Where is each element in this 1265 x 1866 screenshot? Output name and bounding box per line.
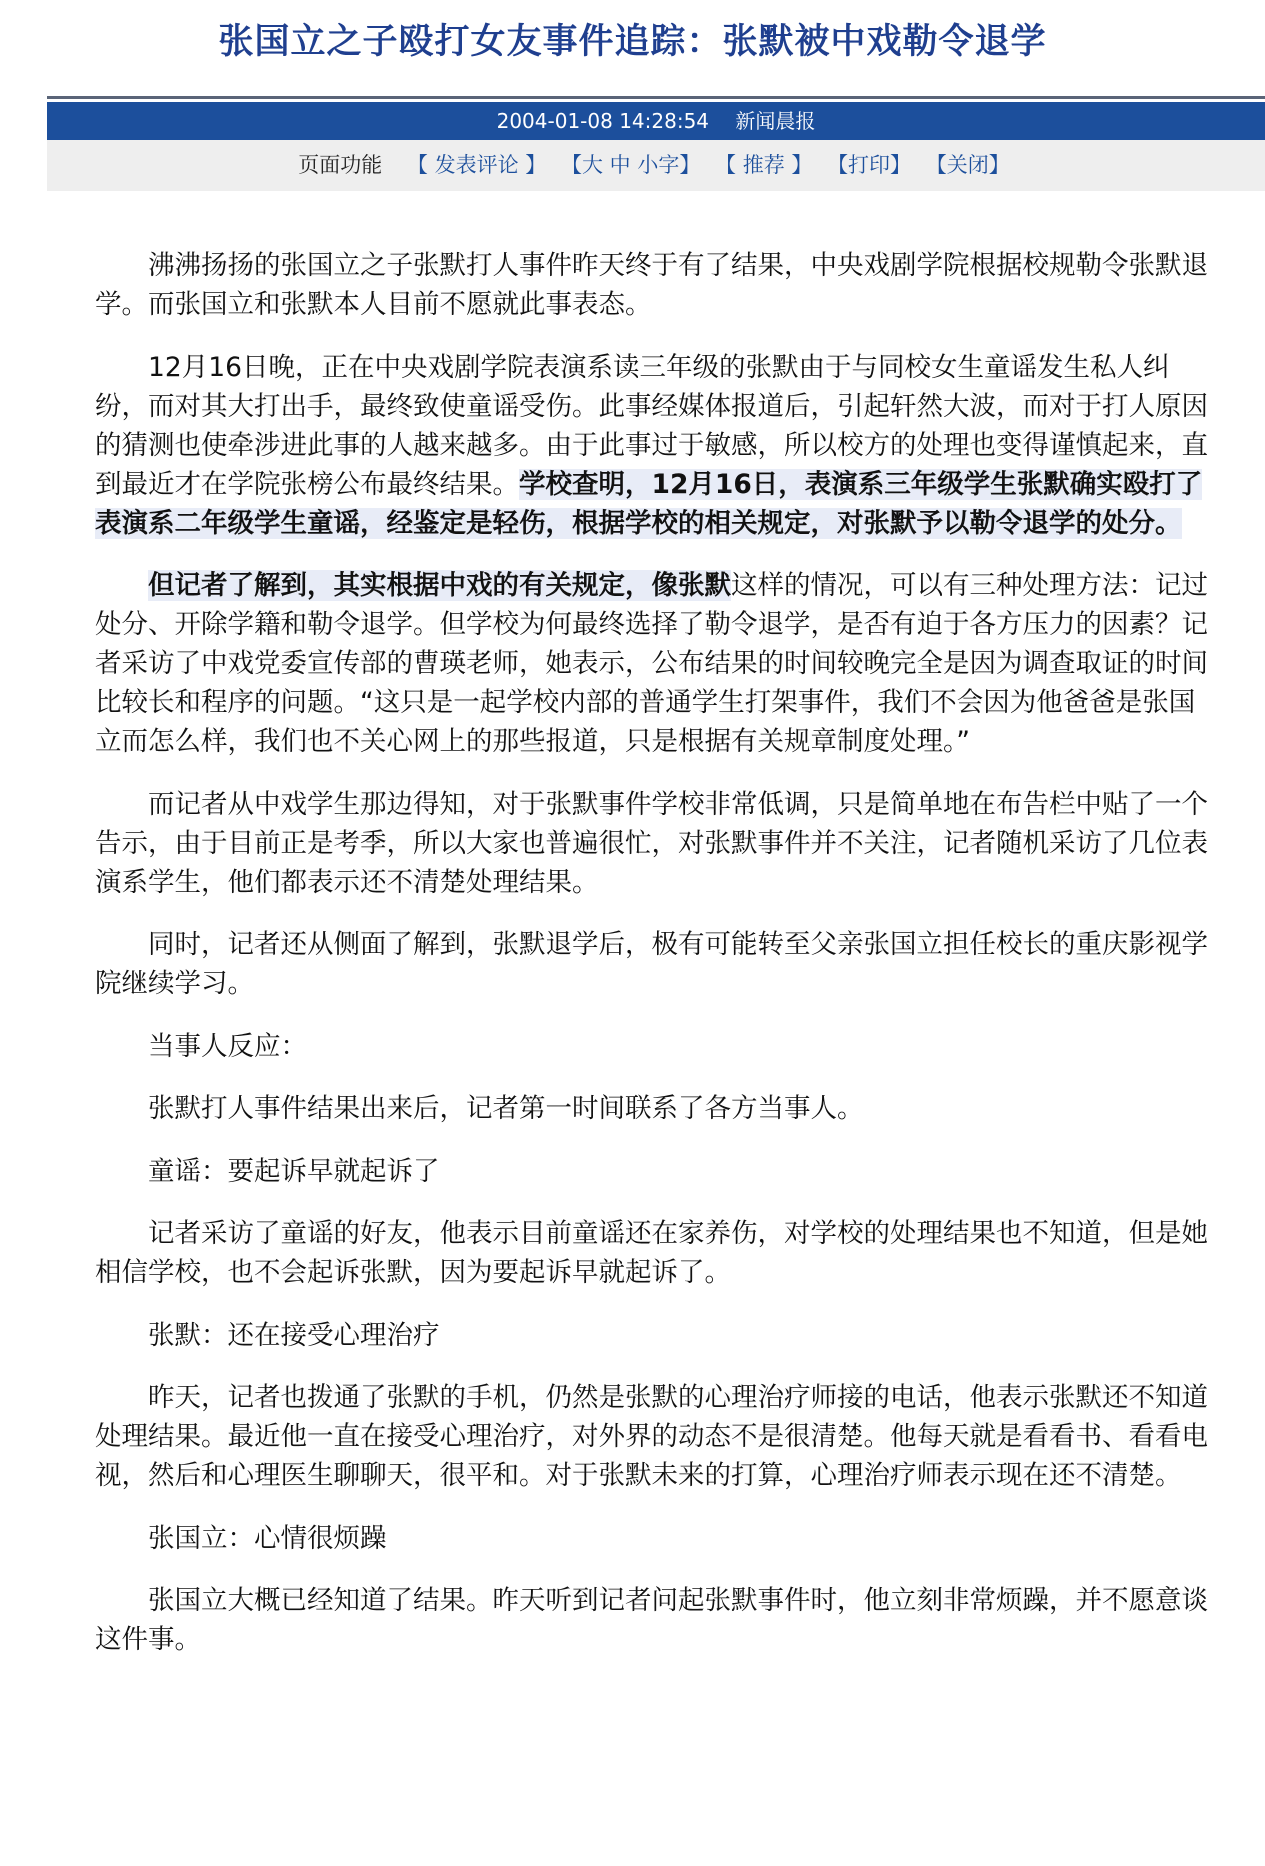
article-paragraph: 同时，记者还从侧面了解到，张默退学后，极有可能转至父亲张国立担任校长的重庆影视学院继续学习。: [95, 929, 1208, 999]
article-paragraph: 记者采访了童谣的好友，他表示目前童谣还在家养伤，对学校的处理结果也不知道，但是她相信学校，也不会起诉张默，因为要起诉早就起诉了。: [95, 1218, 1208, 1288]
section-subheading: 当事人反应：: [148, 1030, 307, 1062]
highlighted-text: 但记者了解到，其实根据中戏的有关规定，像张默: [148, 570, 731, 601]
article-paragraph: 而记者从中戏学生那边得知，对于张默事件学校非常低调，只是简单地在布告栏中贴了一个告示，由于目前正是考季，所以大家也普遍很忙，对张默事件并不关注，记者随机采访了几位表演系学生，他们都表示还不清楚处理结果。: [95, 788, 1208, 898]
news-source: 新闻晨报: [735, 109, 816, 133]
meta-bar: [47, 102, 1265, 140]
page-functions-bar: [47, 140, 1265, 191]
article-paragraph: [95, 348, 1220, 543]
recommend-link[interactable]: 【 推荐 】: [715, 153, 813, 177]
page-functions-label: 页面功能: [298, 153, 383, 177]
publish-datetime: 2004-01-08 14:28:54: [496, 109, 710, 133]
article-paragraph: 张国立大概已经知道了结果。昨天听到记者问起张默事件时，他立刻非常烦躁，并不愿意谈这件事。: [95, 1585, 1208, 1655]
paragraph-text: 12月16日晚，正在中央戏剧学院表演系读三年级的张默由于与同校女生童谣发生私人纠纷，而对其大打出手，最终致使童谣受伤。此事经媒体报道后，引起轩然大波，而对于打人原因的猜测也使牵涉进此事的人越来越多。由于此事过于敏感，所以校方的处理也变得谨慎起来，直到最近才在学院张榜公布最终结果。: [95, 351, 1208, 500]
article-paragraph: 张默打人事件结果出来后，记者第一时间联系了各方当事人。: [148, 1093, 864, 1124]
article-paragraph: 沸沸扬扬的张国立之子张默打人事件昨天终于有了结果，中央戏剧学院根据校规勒令张默退学。而张国立和张默本人目前不愿就此事表态。: [95, 250, 1208, 320]
print-link[interactable]: 【打印】: [827, 153, 912, 177]
highlighted-text: 学校查明，12月16日，表演系三年级学生张默确实殴打了表演系二年级学生童谣，经鉴定是轻伤，根据学校的相关规定，对张默予以勒令退学的处分。: [95, 468, 1203, 539]
close-link[interactable]: 【关闭】: [925, 153, 1010, 177]
post-comment-link[interactable]: 【 发表评论 】: [406, 153, 547, 177]
section-subheading: 张国立：心情很烦躁: [148, 1522, 387, 1554]
article-paragraph: [95, 566, 1220, 761]
section-subheading: 童谣：要起诉早就起诉了: [148, 1155, 440, 1187]
article-body: [95, 246, 1220, 1683]
article-paragraph: 昨天，记者也拨通了张默的手机，仍然是张默的心理治疗师接的电话，他表示张默还不知道处理结果。最近他一直在接受心理治疗，对外界的动态不是很清楚。他每天就是看看书、看看电视，然后和心理医生聊聊天，很平和。对于张默未来的打算，心理治疗师表示现在还不清楚。: [95, 1382, 1208, 1491]
font-size-link[interactable]: 【大 中 小字】: [560, 153, 701, 177]
paragraph-text: 这样的情况，可以有三种处理方法：记过处分、开除学籍和勒令退学。但学校为何最终选择了勒令退学，是否有迫于各方压力的因素？记者采访了中戏党委宣传部的曹瑛老师，她表示，公布结果的时间较晚完全是因为调查取证的时间比较长和程序的问题。“这只是一起学校内部的普通学生打架事件，我们不会因为他爸爸是张国立而怎么样，我们也不关心网上的那些报道，只是根据有关规章制度处理。”: [95, 570, 1208, 757]
header-divider: [47, 96, 1265, 99]
section-subheading: 张默：还在接受心理治疗: [148, 1319, 440, 1351]
article-headline: 张国立之子殴打女友事件追踪：张默被中戏勒令退学: [218, 22, 1047, 62]
